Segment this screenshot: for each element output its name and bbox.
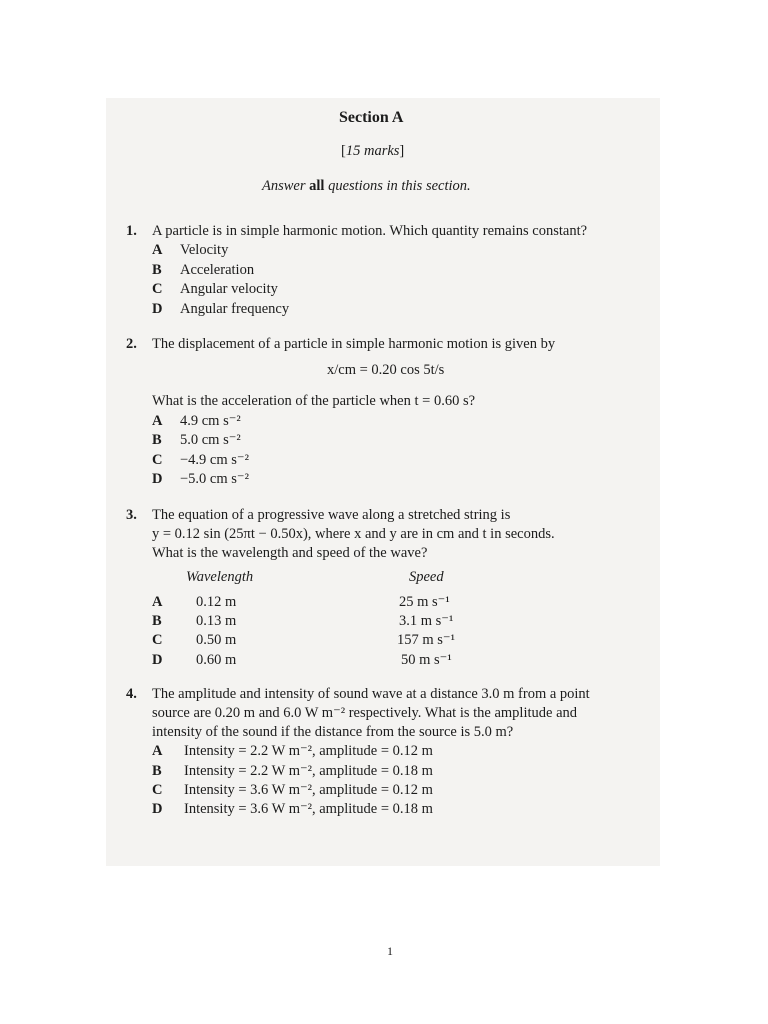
question-2-text: The displacement of a particle in simple harmonic motion is given by (152, 336, 556, 352)
question-3-option-c: C 0.50 m (152, 632, 237, 648)
question-2-option-d: D −5.0 cm s⁻² (152, 471, 249, 487)
question-2-equation: x/cm = 0.20 cos 5t/s (327, 362, 445, 378)
question-3-line-2: y = 0.12 sin (25πt − 0.50x), where x and y are in cm and t in seconds. (152, 526, 555, 542)
section-instruction: Answer all questions in this section. (262, 178, 471, 194)
question-3-option-a: A 0.12 m (152, 594, 237, 610)
question-3-option-d: D 0.60 m (152, 652, 237, 668)
question-4-number: 4. (126, 686, 137, 702)
question-2-option-b: B 5.0 cm s⁻² (152, 432, 241, 448)
question-3-number: 3. (126, 507, 137, 523)
question-4-option-b: B Intensity = 2.2 W m⁻², amplitude = 0.18 m (152, 763, 433, 779)
section-marks: [15 marks] (341, 143, 405, 159)
question-4-line-1: The amplitude and intensity of sound wave at a distance 3.0 m from a point (152, 686, 590, 702)
question-2-number: 2. (126, 336, 137, 352)
question-3-option-d-speed: 50 m s⁻¹ (401, 652, 452, 668)
question-4-option-d: D Intensity = 3.6 W m⁻², amplitude = 0.18 m (152, 801, 433, 817)
question-3-line-3: What is the wavelength and speed of the wave? (152, 545, 428, 561)
question-2-option-a: A 4.9 cm s⁻² (152, 413, 241, 429)
question-3-line-1: The equation of a progressive wave along a stretched string is (152, 507, 511, 523)
question-3-option-c-speed: 157 m s⁻¹ (397, 632, 455, 648)
question-3-option-a-speed: 25 m s⁻¹ (399, 594, 450, 610)
question-1-text: A particle is in simple harmonic motion. Which quantity remains constant? (152, 223, 588, 239)
question-1-option-d: D Angular frequency (152, 301, 290, 317)
question-4-option-c: C Intensity = 3.6 W m⁻², amplitude = 0.12 m (152, 782, 433, 798)
question-1-option-a: A Velocity (152, 242, 229, 258)
question-3-option-b: B 0.13 m (152, 613, 237, 629)
question-3-speed-header: Speed (409, 569, 444, 585)
page-number: 1 (387, 944, 393, 958)
question-2-question: What is the acceleration of the particle when t = 0.60 s? (152, 393, 476, 409)
question-3-wavelength-header: Wavelength (186, 569, 254, 585)
question-3-option-b-speed: 3.1 m s⁻¹ (399, 613, 454, 629)
question-4-line-2: source are 0.20 m and 6.0 W m⁻² respectively. What is the amplitude and (152, 705, 578, 721)
question-1-option-c: C Angular velocity (152, 281, 278, 297)
question-4-line-3: intensity of the sound if the distance from the source is 5.0 m? (152, 724, 514, 740)
question-1-number: 1. (126, 223, 137, 239)
section-title: Section A (339, 109, 404, 126)
question-2-option-c: C −4.9 cm s⁻² (152, 452, 249, 468)
question-4-option-a: A Intensity = 2.2 W m⁻², amplitude = 0.12 m (152, 743, 433, 759)
question-1-option-b: B Acceleration (152, 262, 255, 278)
